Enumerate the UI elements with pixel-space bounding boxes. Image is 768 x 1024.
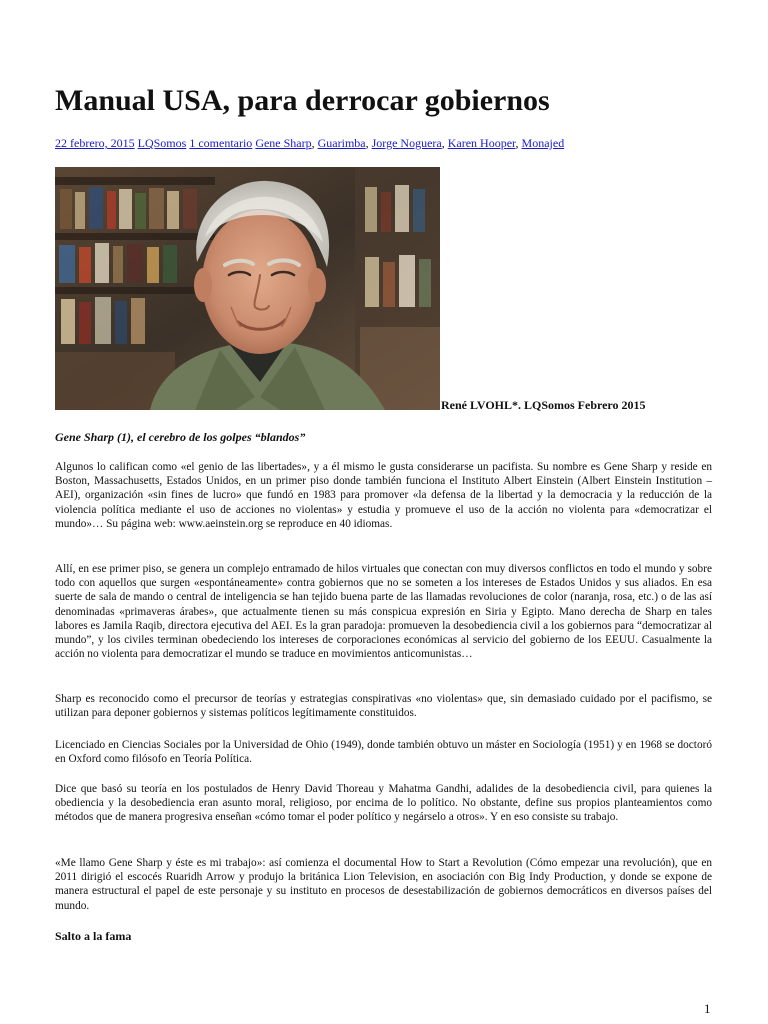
author-link[interactable]: LQSomos [137, 136, 187, 150]
portrait-photo [55, 167, 440, 410]
paragraph: «Me llamo Gene Sharp y éste es mi trabajo»: así comienza el documental How to Start a Revolution (Cómo empezar una revolución), que en 2011 dirigió el escocés Ruaridh Arrow y produjo la británica Lion Television, en asociación con Big Indy Production, y donde se expone de manera estructural el papel de este personaje y su instituto en procesos de desestabilización de gobiernos democráticos en diversos países del mundo. [55, 857, 712, 912]
tag-link[interactable]: Monajed [521, 136, 565, 150]
article-subtitle: Gene Sharp (1), el cerebro de los golpes “blandos” [55, 430, 306, 444]
paragraph: Sharp es reconocido como el precursor de teorías y estrategias conspirativas «no violentas» que, sin demasiado cuidado por el pacifismo, se utilizan para deponer gobiernos y sistemas políticos legítimamente constituidos. [55, 693, 712, 720]
paragraph: Algunos lo califican como «el genio de las libertades», y a él mismo le gusta considerarse un pacifista. Su nombre es Gene Sharp y reside en Boston, Massachusetts, Estados Unidos, en un primer piso donde también funciona el Instituto Albert Einstein (Albert Einstein Institution – AEI), organización «sin fines de lucro» que fundó en 1983 para promover «la defensa de la libertad y la democracia y la reducción de la violencia política mediante el uso de acciones no violentas» y estudia y promueve el uso de la acción no violenta para «democratizar el mundo»… Su página web: www.aeinstein.org se reproduce en 40 idiomas. [55, 461, 712, 530]
article-byline: René LVOHL*. LQSomos Febrero 2015 [441, 398, 646, 412]
post-date-link[interactable]: 22 febrero, 2015 [55, 136, 135, 150]
section-heading: Salto a la fama [55, 929, 132, 943]
paragraph: Licenciado en Ciencias Sociales por la Universidad de Ohio (1949), donde también obtuvo un máster en Sociología (1951) y en 1968 se doctoró en Oxford como filósofo en Teoría Política. [55, 739, 712, 766]
post-meta: 22 febrero, 2015 LQSomos 1 comentario Gene Sharp, Guarimba, Jorge Noguera, Karen Hooper, Monajed [55, 136, 565, 150]
paragraph: Allí, en ese primer piso, se genera un complejo entramado de hilos virtuales que conectan con muy diversos conflictos en todo el mundo y sobre todo con aquellos que surgen «espontáneamente» contra gobiernos que no se someten a los intereses de Estados Unidos y sus aliados. En esa suerte de sala de mando o central de inteligencia se han tejido buena parte de las llamadas revoluciones de color (naranja, rosa, etc.) o de las así denominadas «primaveras árabes», que actualmente tienen su más conspicua expresión en Siria y Egipto. Mano derecha de Sharp en tales labores es Jamila Raqib, directora ejecutiva del AEI. Es la gran paradoja: promueven la desobediencia civil a los gobiernos para “democratizar al mundo”, y los civiles terminan obedeciendo los intereses de corporaciones económicas al servicio del gobierno de los EEUU. Casualmente la acción no violenta para democratizar el mundo se traduce en movimientos anticomunistas… [55, 563, 712, 661]
tag-link[interactable]: Jorge Noguera [371, 136, 442, 150]
tag-link[interactable]: Gene Sharp [255, 136, 312, 150]
comments-link[interactable]: 1 comentario [189, 136, 253, 150]
page-number: 1 [704, 1001, 711, 1016]
tag-link[interactable]: Guarimba [317, 136, 366, 150]
page-title: Manual USA, para derrocar gobiernos [55, 84, 550, 117]
tag-link[interactable]: Karen Hooper [447, 136, 516, 150]
paragraph: Dice que basó su teoría en los postulados de Henry David Thoreau y Mahatma Gandhi, adalides de la desobediencia civil, para quienes la obediencia y la desobediencia eran asunto moral, religioso, por encima de lo político. No obstante, define sus propios planteamientos como métodos que de manera progresiva enseñan «cómo tomar el poder político y negárselo a otros». Y en eso consiste su trabajo. [55, 783, 712, 824]
